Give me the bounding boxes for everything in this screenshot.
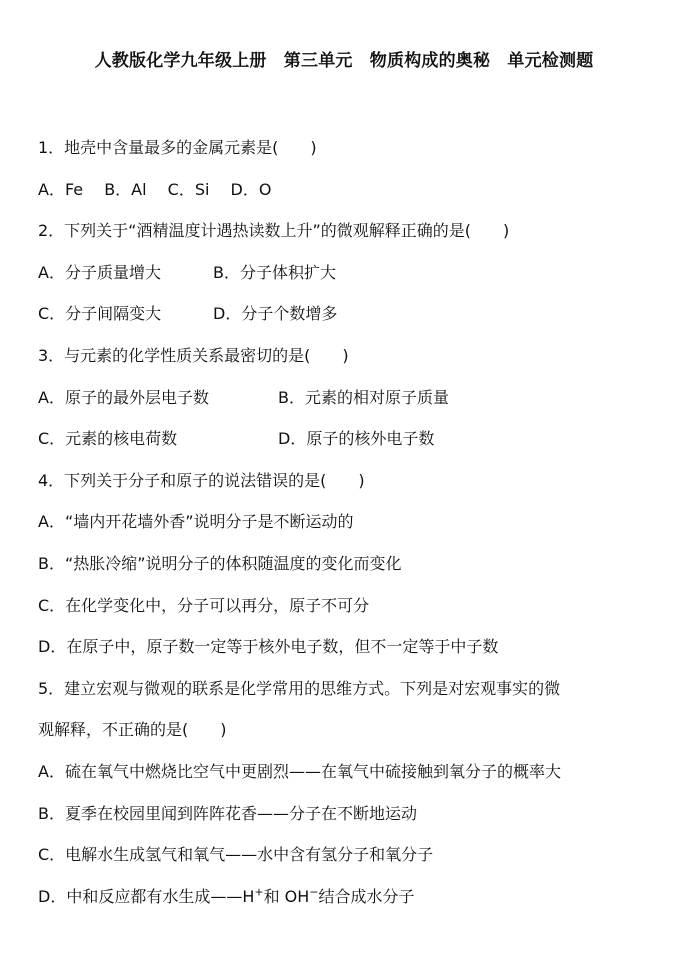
question-3-option-a: A．原子的最外层电子数 (38, 387, 209, 407)
question-3-options-row-1 (38, 377, 658, 419)
question-2-option-a: A．分子质量增大 (38, 262, 161, 282)
question-3-option-c: C．元素的核电荷数 (38, 429, 178, 449)
question-2-option-d: D．分子个数增多 (213, 304, 338, 324)
question-5-stem-line-2: 观解释，不正确的是( ) (38, 720, 227, 740)
question-5-option-d-suffix: 结合成水分子 (318, 886, 415, 906)
hydrogen-ion-charge: + (254, 885, 264, 899)
question-2-stem: 2．下列关于“酒精温度计遇热读数上升”的微观解释正确的是( ) (38, 221, 510, 241)
question-1-stem: 1．地壳中含量最多的金属元素是( ) (38, 138, 317, 157)
question-3-options-row-2 (38, 418, 658, 460)
question-5-option-d (38, 876, 658, 918)
hydroxide-ion-charge: − (309, 885, 319, 899)
question-list (38, 127, 658, 917)
question-4-option-a: A．“墙内开花墙外香”说明分子是不断运动的 (38, 512, 354, 532)
question-5-option-d-prefix: D．中和反应都有水生成——H (38, 886, 255, 906)
question-2-option-c: C．分子间隔变大 (38, 304, 162, 324)
question-5-stem-line-1: 5．建立宏观与微观的联系是化学常用的思维方式。下列是对宏观事实的微 (38, 678, 561, 698)
question-4-stem: 4．下列关于分子和原子的说法错误的是( ) (38, 470, 365, 490)
question-3-stem: 3．与元素的化学性质关系最密切的是( ) (38, 345, 349, 365)
question-4-option-b: B．“热胀冷缩”说明分子的体积随温度的变化而变化 (38, 553, 402, 573)
page-title: 人教版化学九年级上册 第三单元 物质构成的奥秘 单元检测题 (94, 51, 594, 71)
question-5-option-a: A．硫在氧气中燃烧比空气中更剧烈——在氧气中硫接触到氧分子的概率大 (38, 761, 561, 781)
question-5-option-d-middle: 和 OH (263, 886, 310, 906)
question-2-option-b: B．分子体积扩大 (213, 262, 336, 282)
question-5-option-b: B．夏季在校园里闻到阵阵花香——分子在不断地运动 (38, 803, 417, 823)
question-5-option-c: C．电解水生成氢气和氧气——水中含有氢分子和氧分子 (38, 845, 434, 865)
question-1-options: A．Fe B．Al C．Si D．O (38, 179, 272, 199)
question-2-options-row-2 (38, 293, 658, 335)
question-3-option-d: D．原子的核外电子数 (278, 429, 435, 449)
question-3-option-b: B．元素的相对原子质量 (278, 387, 449, 407)
question-4-option-c: C．在化学变化中，分子可以再分，原子不可分 (38, 595, 370, 615)
question-2-options-row-1 (38, 252, 658, 294)
question-4-option-d: D．在原子中，原子数一定等于核外电子数，但不一定等于中子数 (38, 637, 499, 657)
